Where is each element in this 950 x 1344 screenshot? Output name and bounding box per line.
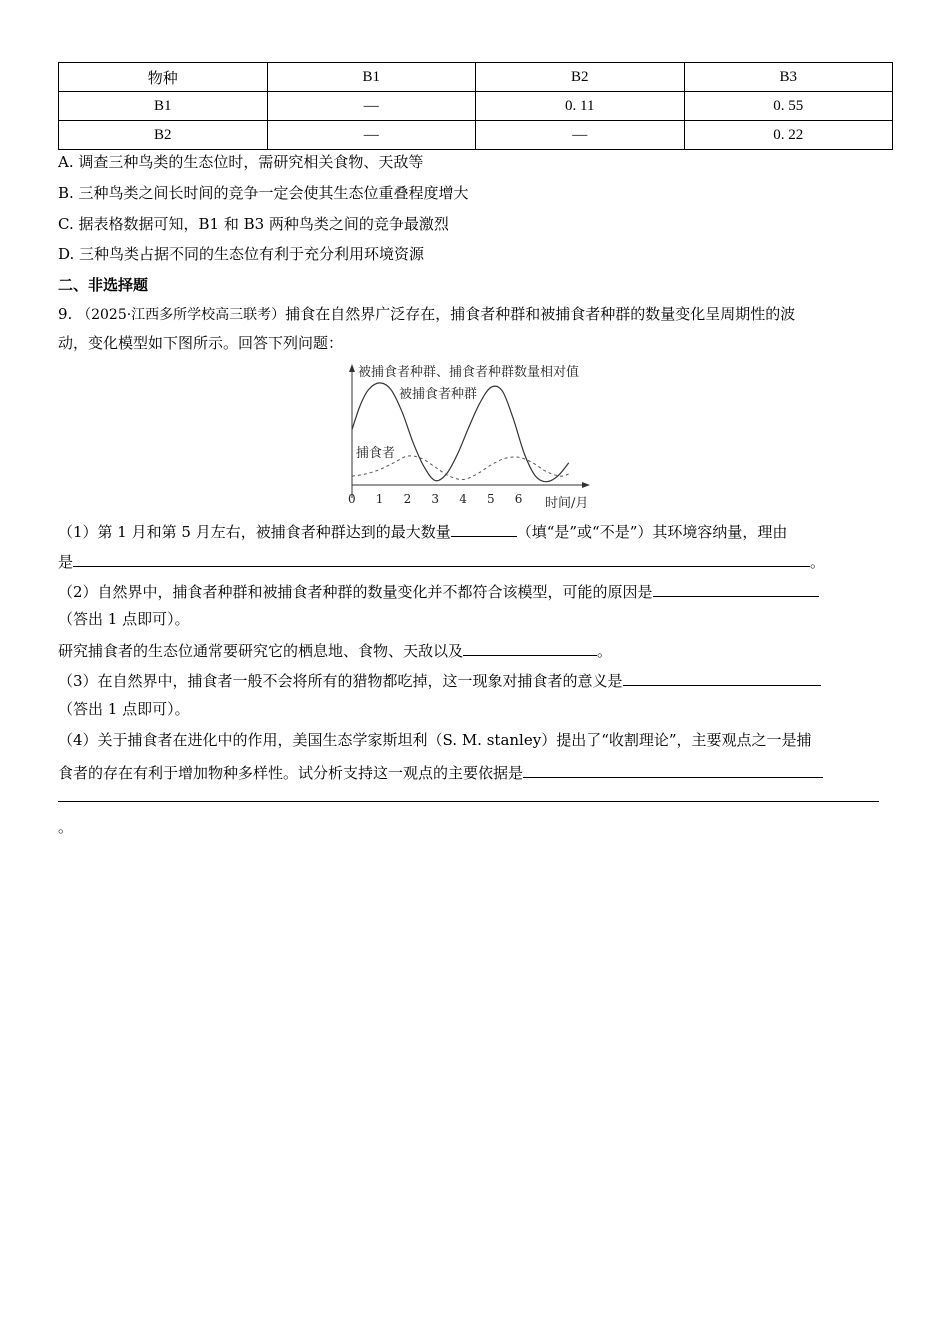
table-row bbox=[59, 92, 893, 121]
table-cell: B2 bbox=[59, 121, 268, 150]
section-title: 二、非选择题 bbox=[58, 276, 149, 294]
answer-blank[interactable] bbox=[73, 550, 810, 567]
punctuation: 。 bbox=[597, 642, 613, 660]
population-cycle-chart bbox=[340, 360, 610, 512]
answer-blank[interactable] bbox=[623, 669, 821, 686]
option-c: C. 据表格数据可知，B1 和 B3 两种鸟类之间的竞争最激烈 bbox=[58, 215, 449, 233]
series-label-predator: 捕食者 bbox=[356, 446, 396, 461]
table-cell: 0. 55 bbox=[684, 92, 893, 121]
question-2-line1 bbox=[58, 580, 819, 602]
table-cell: 0. 22 bbox=[684, 121, 893, 150]
niche-overlap-table bbox=[58, 62, 893, 150]
table-header-cell: B2 bbox=[476, 63, 685, 92]
question-4-line2 bbox=[58, 761, 823, 783]
question-3-line1 bbox=[58, 669, 821, 691]
x-tick-label: 3 bbox=[431, 492, 440, 506]
x-tick-label: 1 bbox=[375, 492, 384, 506]
answer-blank[interactable] bbox=[653, 580, 819, 597]
table-cell: B1 bbox=[59, 92, 268, 121]
table-cell: 0. 11 bbox=[476, 92, 685, 121]
table-cell: — bbox=[476, 121, 685, 150]
question-2-text: （2）自然界中，捕食者种群和被捕食者种群的数量变化并不都符合该模型，可能的原因是 bbox=[58, 583, 653, 601]
x-axis-label: 时间/月 bbox=[545, 496, 589, 511]
table-cell: — bbox=[267, 121, 476, 150]
question-source: （2025·江西多所学校高三联考） bbox=[77, 307, 286, 323]
question-number: 9. bbox=[58, 305, 73, 323]
y-axis-label: 被捕食者种群、捕食者种群数量相对值 bbox=[358, 365, 580, 380]
table-header-cell: B1 bbox=[267, 63, 476, 92]
option-d: D. 三种鸟类占据不同的生态位有利于充分利用环境资源 bbox=[58, 245, 425, 263]
question-2-line2: （答出 1 点即可）。 bbox=[58, 610, 190, 628]
question-1-line2 bbox=[58, 550, 825, 572]
question-1-text: 是 bbox=[58, 553, 74, 571]
question-stem-line2: 动，变化模型如下图所示。回答下列问题： bbox=[58, 334, 344, 352]
option-b: B. 三种鸟类之间长时间的竞争一定会使其生态位重叠程度增大 bbox=[58, 184, 469, 202]
x-tick-label: 4 bbox=[459, 492, 467, 506]
question-2-line3 bbox=[58, 639, 612, 661]
x-tick-label: 2 bbox=[403, 492, 412, 506]
series-label-prey: 被捕食者种群 bbox=[399, 387, 478, 402]
question-9-stem bbox=[58, 304, 795, 325]
option-a: A. 调查三种鸟类的生态位时，需研究相关食物、天敌等 bbox=[58, 153, 424, 171]
question-1-text: （1）第 1 月和第 5 月左右，被捕食者种群达到的最大数量 bbox=[58, 523, 451, 541]
question-4-line1: （4）关于捕食者在进化中的作用，美国生态学家斯坦利（S. M. stanley）提出了“收割理论”，主要观点之一是捕 bbox=[58, 731, 812, 749]
x-tick-label: 6 bbox=[514, 492, 523, 506]
question-2-text: 研究捕食者的生态位通常要研究它的栖息地、食物、天敌以及 bbox=[58, 642, 464, 660]
punctuation: 。 bbox=[58, 818, 74, 836]
x-tick-labels bbox=[348, 492, 522, 506]
table-header-cell: B3 bbox=[684, 63, 893, 92]
answer-blank[interactable] bbox=[523, 761, 823, 778]
question-1-line1 bbox=[58, 520, 787, 542]
table-cell: — bbox=[267, 92, 476, 121]
punctuation: 。 bbox=[810, 553, 826, 571]
answer-blank-line[interactable] bbox=[58, 801, 879, 802]
question-3-text: （3）在自然界中，捕食者一般不会将所有的猎物都吃掉，这一现象对捕食者的意义是 bbox=[58, 672, 623, 690]
question-4-text: 食者的存在有利于增加物种多样性。试分析支持这一观点的主要依据是 bbox=[58, 764, 524, 782]
question-3-line2: （答出 1 点即可）。 bbox=[58, 700, 190, 718]
table-header-row bbox=[59, 63, 893, 92]
x-tick-label: 0 bbox=[348, 492, 356, 506]
answer-blank[interactable] bbox=[451, 520, 517, 537]
question-1-text: （填“是”或“不是”）其环境容纳量，理由 bbox=[516, 523, 788, 541]
table-header-cell: 物种 bbox=[59, 63, 268, 92]
y-axis-arrow bbox=[349, 364, 355, 372]
x-axis-arrow bbox=[582, 482, 590, 488]
answer-blank[interactable] bbox=[463, 639, 597, 656]
x-tick-label: 5 bbox=[487, 492, 495, 506]
table-row bbox=[59, 121, 893, 150]
question-stem-line1: 捕食在自然界广泛存在，捕食者种群和被捕食者种群的数量变化呈周期性的波 bbox=[285, 305, 796, 323]
